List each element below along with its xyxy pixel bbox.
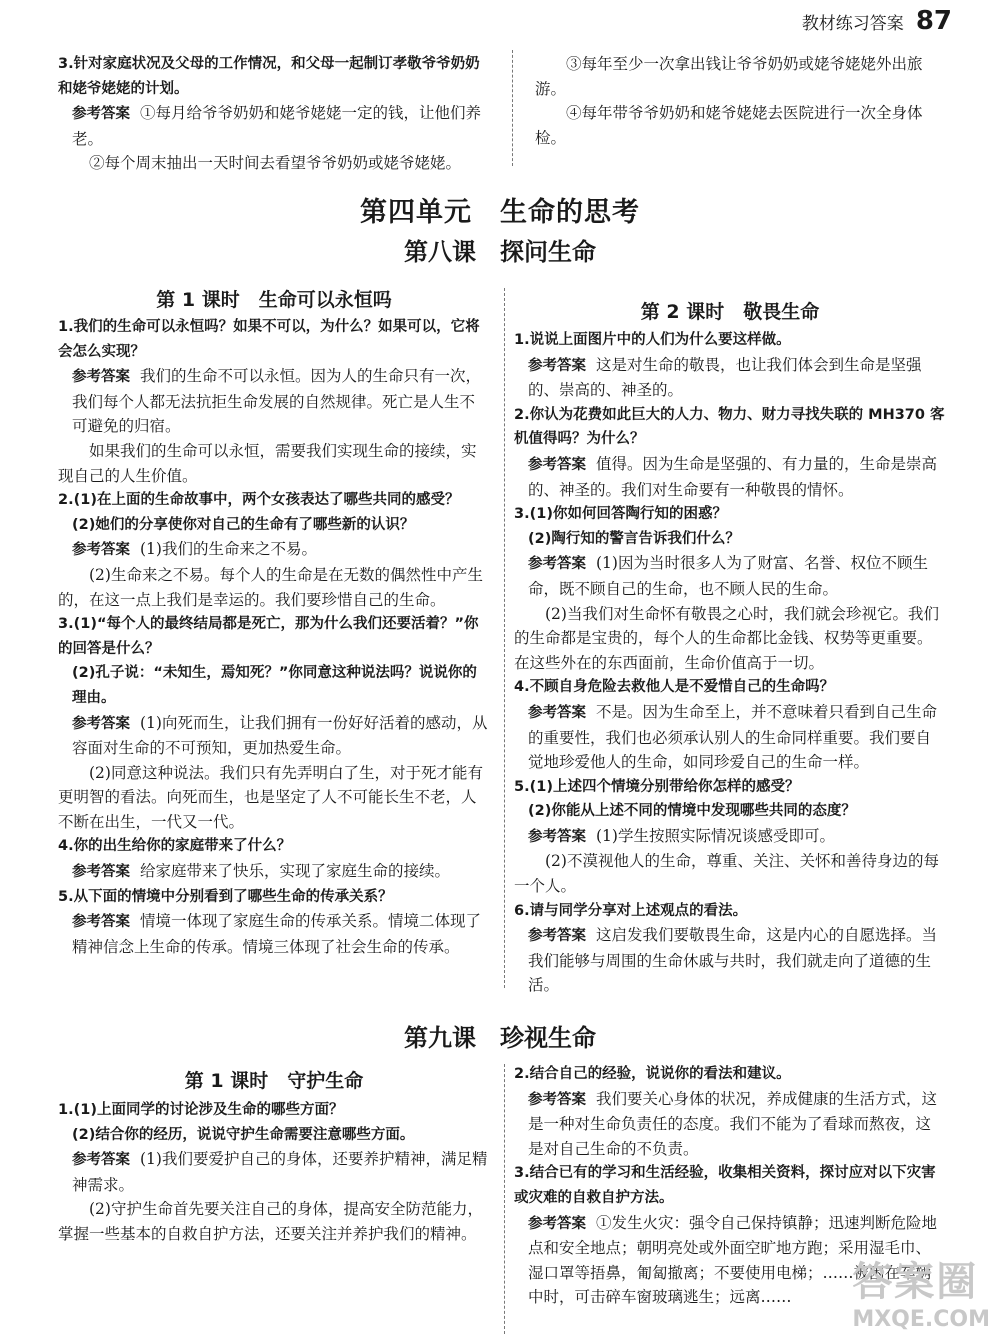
- question: 2.(1)在上面的生命故事中，两个女孩表达了哪些共同的感受？: [58, 492, 460, 509]
- sub-question: (2)她们的分享使你对自己的生命有了哪些新的认识？: [72, 516, 415, 533]
- column-divider-mid: [504, 288, 505, 988]
- answer-label: 参考答案: [72, 369, 130, 386]
- top-right-column: [535, 52, 945, 150]
- l9p1-column: [58, 1098, 490, 1247]
- answer-text: 给家庭带来了快乐，实现了家庭生命的接续。: [140, 862, 451, 881]
- answer: [528, 700, 946, 775]
- answer-label: 参考答案: [72, 542, 130, 559]
- answer-label: 参考答案: [528, 828, 586, 845]
- answer-label: 参考答案: [528, 928, 586, 945]
- answer-label: 参考答案: [72, 1152, 130, 1169]
- answer-paragraph: 如果我们的生命可以永恒，需要我们实现生命的接续，实现自己的人生价值。: [58, 441, 477, 485]
- question: 3.针对家庭状况及父母的工作情况，和父母一起制订孝敬爷爷奶奶和姥爷姥姥的计划。: [58, 56, 480, 97]
- question: 1.说说上面图片中的人们为什么要这样做。: [514, 332, 791, 348]
- answer: [528, 551, 946, 601]
- answer-paragraph: ②每个周末抽出一天时间去看望爷爷奶奶或姥爷姥姥。: [89, 154, 462, 173]
- header-title: 教材练习答案: [801, 14, 904, 34]
- answer-text: ①每月给爷爷奶奶和姥爷姥姥一定的钱，让他们养老。: [72, 104, 482, 148]
- answer-paragraph: (2)守护生命首先要关注自己的身体，提高安全防范能力，掌握一些基本的自救自护方法，还要关注并养护我们的精神。: [58, 1200, 483, 1243]
- answer-paragraph: (2)不漠视他人的生命，尊重、关注、关怀和善待身边的每一个人。: [514, 852, 939, 896]
- question: 2.结合自己的经验，说说你的看法和建议。: [514, 1066, 791, 1082]
- watermark-logo: 答案圈: [852, 1259, 979, 1305]
- answer-paragraph: ④每年带爷爷奶奶和姥爷姥姥去医院进行一次全身体检。: [535, 104, 923, 147]
- answer-label: 参考答案: [72, 864, 130, 881]
- page-header: [802, 6, 952, 36]
- l8p1-column: [58, 315, 490, 959]
- answer-paragraph: (2)同意这种说法。我们只有先弄明白了生，对于死才能有更明智的看法。向死而生，也是坚定了人不可能长生不老，人不断在出生，一代又一代。: [58, 763, 483, 831]
- answer-text: 我们的生命不可以永恒。因为人的生命只有一次，我们每个人都无法抗拒生命发展的自然规律。死亡是人生不可避免的归宿。: [72, 367, 482, 436]
- answer-label: 参考答案: [528, 704, 586, 721]
- answer: [72, 101, 490, 151]
- answer-text: 这是对生命的敬畏，也让我们体会到生命是坚强的、崇高的、神圣的。: [528, 355, 922, 400]
- lesson8-title: 第八课 探问生命: [404, 238, 596, 266]
- column-divider-top: [512, 50, 513, 166]
- page-number: 87: [915, 6, 952, 36]
- answer-text: 值得。因为生命是坚强的、有力量的，生命是崇高的、神圣的。我们对生命要有一种敬畏的情怀。: [528, 454, 938, 499]
- answer: [72, 711, 490, 761]
- sub-question: (2)陶行知的警言告诉我们什么？: [528, 530, 740, 547]
- answer-text: 这启发我们要敬畏生命，这是内心的自愿选择。当我们能够与周围的生命休戚与共时，我们就走向了道德的生活。: [528, 926, 938, 995]
- lesson9-title: 第九课 珍视生命: [404, 1024, 596, 1052]
- answer-label: 参考答案: [528, 556, 586, 573]
- watermark-url: MXQE.COM: [852, 1307, 990, 1332]
- answer-text: 我们要关心身体的状况，养成健康的生活方式，这是一种对生命负责任的态度。我们不能为了看球而熬夜，这是对自己生命的不负责。: [528, 1089, 938, 1158]
- sub-question: (2)你能从上述不同的情境中发现哪些共同的态度？: [528, 803, 856, 820]
- answer: [72, 1147, 490, 1197]
- unit-title: 第四单元 生命的思考: [360, 197, 640, 228]
- question: 3.(1)你如何回答陶行知的困惑？: [514, 506, 727, 523]
- answer-paragraph: (2)生命来之不易。每个人的生命是在无数的偶然性中产生的，在这一点上我们是幸运的。我们要珍惜自己的生命。: [58, 565, 483, 609]
- l8p2-column: [514, 328, 946, 998]
- answer-text: (1)我们的生命来之不易。: [140, 540, 317, 559]
- answer-text: (1)学生按照实际情况谈感受即可。: [596, 826, 835, 845]
- answer: [72, 909, 490, 959]
- l9p1-title: 第 1 课时 守护生命: [184, 1070, 364, 1092]
- sub-question: (2)孔子说：“未知生，焉知死？”你同意这种说法吗？说说你的理由。: [72, 665, 477, 706]
- answer-text: 情境一体现了家庭生命的传承关系。情境二体现了精神信念上生命的传承。情境三体现了社会生命的传承。: [72, 912, 482, 956]
- question: 1.我们的生命可以永恒吗？如果不可以，为什么？如果可以，它将会怎么实现？: [58, 319, 480, 360]
- answer: [72, 859, 490, 885]
- question: 3.结合已有的学习和生活经验，收集相关资料，探讨应对以下灾害或灾难的自救自护方法。: [514, 1165, 936, 1206]
- answer-label: 参考答案: [528, 1091, 586, 1108]
- answer: [72, 364, 490, 439]
- answer-label: 参考答案: [528, 1215, 586, 1232]
- answer: [528, 824, 946, 850]
- question: 5.(1)上述四个情境分别带给你怎样的感受？: [514, 778, 800, 795]
- answer: [528, 923, 946, 998]
- answer: [72, 537, 490, 563]
- answer-text: 不是。因为生命至上，并不意味着只看到自己生命的重要性，我们也必须承认别人的生命同样重要。我们要自觉地珍爱他人的生命，如同珍爱自己的生命一样。: [528, 702, 938, 772]
- answer-label: 参考答案: [72, 715, 130, 732]
- question: 4.你的出生给你的家庭带来了什么？: [58, 838, 292, 855]
- sub-question: (2)结合你的经历，说说守护生命需要注意哪些方面。: [72, 1126, 415, 1143]
- column-divider-bottom: [504, 1064, 505, 1334]
- l8p2-title: 第 2 课时 敬畏生命: [640, 301, 820, 323]
- question: 4.不顾自身危险去救他人是不爱惜自己的生命吗？: [514, 679, 835, 696]
- answer-label: 参考答案: [72, 914, 130, 931]
- answer-label: 参考答案: [528, 456, 586, 473]
- watermark: [852, 1250, 990, 1332]
- answer-label: 参考答案: [72, 106, 130, 123]
- answer-text: ①发生火灾：强令自己保持镇静；迅速判断危险地点和安全地点；朝明亮处或外面空旷地方跑；采用湿毛巾、湿口罩等捂鼻，匍匐撤离；不要使用电梯；……被困在车辆中时，可击碎车窗玻璃逃生；远离……: [528, 1213, 938, 1307]
- answer-label: 参考答案: [528, 357, 586, 374]
- answer-paragraph: (2)当我们对生命怀有敬畏之心时，我们就会珍视它。我们的生命都是宝贵的，每个人的生命都比金钱、权势等更重要。在这些外在的东西面前，生命价值高于一切。: [514, 604, 939, 672]
- answer-text: (1)因为当时很多人为了财富、名誉、权位不顾生命，既不顾自己的生命，也不顾人民的生命。: [528, 554, 928, 598]
- answer-text: (1)我们要爱护自己的身体，还要养护精神，满足精神需求。: [72, 1150, 488, 1194]
- l8p1-title: 第 1 课时 生命可以永恒吗: [156, 289, 392, 311]
- question: 5.从下面的情境中分别看到了哪些生命的传承关系？: [58, 888, 393, 905]
- answer: [528, 452, 946, 502]
- answer: [528, 353, 946, 403]
- question: 1.(1)上面同学的讨论涉及生命的哪些方面？: [58, 1102, 344, 1118]
- answer-text: (1)向死而生，让我们拥有一份好好活着的感动，从容面对生命的不可预知，更加热爱生命。: [72, 713, 488, 758]
- question: 3.(1)“每个人的最终结局都是死亡，那为什么我们还要活着？”你的回答是什么？: [58, 616, 479, 657]
- question: 6.请与同学分享对上述观点的看法。: [514, 902, 748, 919]
- question: 2.你认为花费如此巨大的人力、物力、财力寻找失联的 MH370 客机值得吗？为什么？: [514, 406, 945, 448]
- answer: [528, 1087, 946, 1162]
- top-left-column: [58, 52, 490, 176]
- answer-paragraph: ③每年至少一次拿出钱让爷爷奶奶或姥爷姥姥外出旅游。: [535, 55, 923, 98]
